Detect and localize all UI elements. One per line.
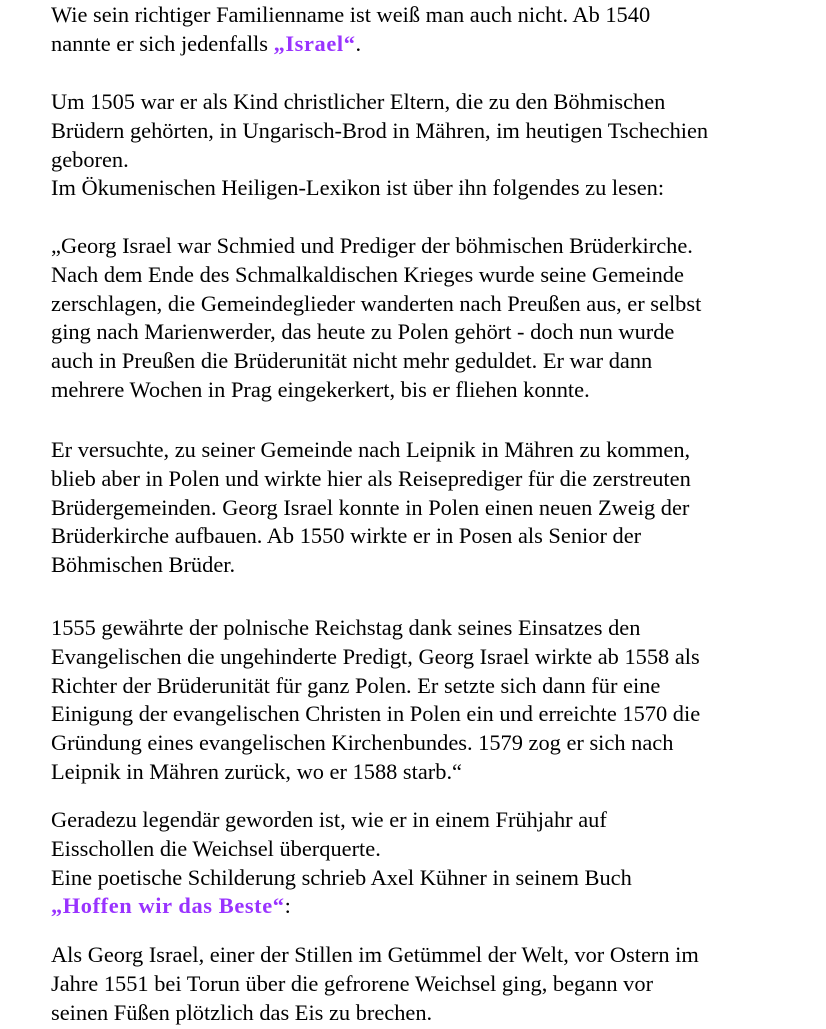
text-line: zerschlagen, die Gemeindeglieder wanderten nach Preußen aus, er selbst: [51, 290, 702, 316]
text-span: nannte er sich jedenfalls: [51, 30, 274, 56]
text-line: seinen Füßen plötzlich das Eis zu brechen.: [51, 999, 433, 1025]
paragraph-family-name: [51, 1, 811, 59]
text-line: auch in Preußen die Brüderunität nicht mehr geduldet. Er war dann: [51, 348, 653, 374]
paragraph-ice-story: [51, 941, 811, 1027]
text-span: .: [355, 30, 362, 56]
text-line: Eine poetische Schilderung schrieb Axel Kühner in seinem Buch: [51, 864, 632, 890]
text-line: Brüdergemeinden. Georg Israel konnte in Polen einen neuen Zweig der: [51, 494, 690, 520]
text-line: Im Ökumenischen Heiligen-Lexikon ist über ihn folgendes zu lesen:: [51, 175, 665, 201]
text-line: mehrere Wochen in Prag eingekerkert, bis er fliehen konnte.: [51, 376, 590, 402]
highlight-israel: „Israel“: [273, 30, 356, 56]
text-line: Brüdern gehörten, in Ungarisch-Brod in Mähren, im heutigen Tschechien: [51, 117, 709, 143]
text-line: Einigung der evangelischen Christen in Polen ein und erreichte 1570 die: [51, 701, 701, 727]
paragraph-birth: [51, 88, 811, 203]
text-line: [51, 30, 811, 59]
paragraph-quote-start: [51, 232, 811, 405]
text-line: Böhmischen Brüder.: [51, 552, 236, 578]
text-line: [51, 892, 811, 921]
text-span: :: [284, 893, 291, 919]
text-line: blieb aber in Polen und wirkte hier als Reiseprediger für die zerstreuten: [51, 465, 691, 491]
text-line: Brüderkirche aufbauen. Ab 1550 wirkte er in Posen als Senior der: [51, 523, 642, 549]
highlight-book-title: „Hoffen wir das Beste“: [51, 893, 285, 919]
text-line: Er versuchte, zu seiner Gemeinde nach Leipnik in Mähren zu kommen,: [51, 437, 691, 462]
paragraph-poland: [51, 436, 811, 580]
text-line: Als Georg Israel, einer der Stillen im Getümmel der Welt, vor Ostern im: [51, 942, 699, 967]
text-line: Nach dem Ende des Schmalkaldischen Krieges wurde seine Gemeinde: [51, 261, 684, 287]
paragraph-reichstag: [51, 614, 811, 787]
text-line: 1555 gewährte der polnische Reichstag dank seines Einsatzes den: [51, 615, 641, 640]
text-line: Leipnik in Mähren zurück, wo er 1588 starb.“: [51, 758, 462, 784]
text-line: Evangelischen die ungehinderte Predigt, Georg Israel wirkte ab 1558 als: [51, 643, 700, 669]
paragraph-legend: [51, 806, 811, 921]
text-line: ging nach Marienwerder, das heute zu Polen gehört - doch nun wurde: [51, 319, 675, 345]
text-line: Gründung eines evangelischen Kirchenbundes. 1579 zog er sich nach: [51, 730, 674, 756]
text-line: Geradezu legendär geworden ist, wie er in einem Frühjahr auf: [51, 807, 607, 832]
text-line: Jahre 1551 bei Torun über die gefrorene Weichsel ging, begann vor: [51, 970, 654, 996]
text-line: „Georg Israel war Schmied und Prediger der böhmischen Brüderkirche.: [51, 233, 693, 258]
text-line: geboren.: [51, 146, 129, 172]
text-line: Wie sein richtiger Familienname ist weiß man auch nicht. Ab 1540: [51, 2, 651, 27]
text-line: Um 1505 war er als Kind christlicher Eltern, die zu den Böhmischen: [51, 89, 666, 114]
text-line: Eisschollen die Weichsel überquerte.: [51, 835, 381, 861]
text-line: Richter der Brüderunität für ganz Polen. Er setzte sich dann für eine: [51, 672, 661, 698]
